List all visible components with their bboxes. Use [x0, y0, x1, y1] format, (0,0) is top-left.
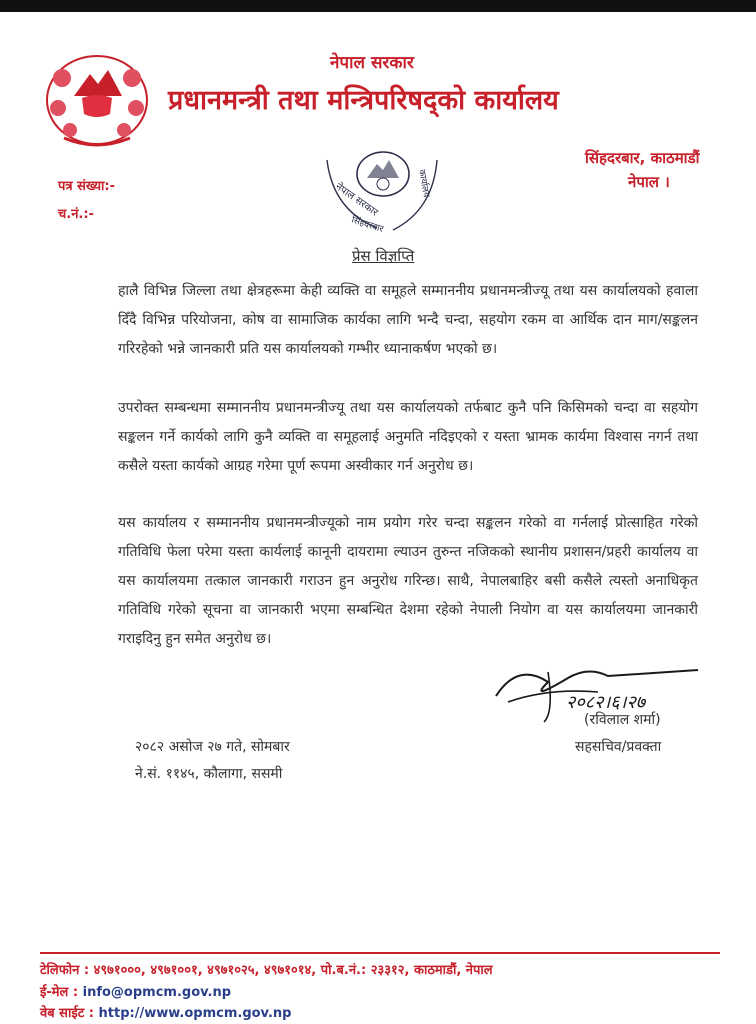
pobox-label: पो.ब.नं.: [320, 963, 367, 978]
svg-text:नेपाल सरकार: नेपाल सरकार [333, 181, 380, 219]
nepal-emblem-icon [42, 48, 152, 148]
handwritten-date: २०८२।६।२७ [566, 692, 646, 713]
footer-email [40, 982, 231, 1000]
email-label: ई-मेल : [40, 985, 79, 1000]
signatory-name: (रविलाल शर्मा) [584, 712, 661, 728]
paragraph-3: यस कार्यालय र सम्माननीय प्रधानमन्त्रीज्यूको नाम प्रयोग गरेर चन्दा सङ्कलन गरेको वा गर्नलाई प्रोत्साहित गरेको गतिविधि फेला परेमा यस्ता कार्यलाई कानूनी दायरामा ल्याउन तुरुन्त नजिकको स्थानीय प्रशासन/प्रहरी कार्यालय वा यस कार्यालयमा तत्काल जानकारी गराउन हुन अनुरोध गरिन्छ। साथै, नेपालबाहिर बसी कसैले त्यस्तो अनाधिकृत गतिविधि गरेको सूचना वा जानकारी भएमा सम्बन्धित देशमा रहेको नेपाली नियोग वा यस कार्यालयमा जानकारी गराइदिनु हुन समेत अनुरोध छ। [118, 515, 698, 647]
website-link[interactable]: http://www.opmcm.gov.np [98, 1006, 292, 1021]
phone-label: टेलिफोन : [40, 963, 90, 978]
footer-divider [40, 952, 720, 954]
paragraph-1: हालै विभिन्न जिल्ला तथा क्षेत्रहरूमा केही व्यक्ति वा समूहले सम्माननीय प्रधानमन्त्रीज्यू तथा यस कार्यालयको हवाला दिँदै विभिन्न परियोजना, कोष वा सामाजिक कार्यका लागि भन्दै चन्दा, सहयोग रकम वा आर्थिक दान माग/सङ्कलन गरिरहेको भन्ने जानकारी प्रति यस कार्यालयको गम्भीर ध्यानाकर्षण भएको छ। [118, 283, 698, 357]
date-line-2: ने.सं. ११४५, कौलागा, ससमी [135, 766, 283, 782]
svg-text:कार्यालय: कार्यालय [416, 168, 431, 199]
svg-text:सिंहदरबार: सिंहदरबार [350, 215, 385, 235]
address-line-1: सिंहदरबार, काठमाडौं [585, 149, 700, 167]
footer-phone [40, 960, 493, 978]
letter-number-label: पत्र संख्या:- [58, 179, 115, 194]
office-name: प्रधानमन्त्री तथा मन्त्रिपरिषद्को कार्यालय [168, 85, 559, 116]
office-stamp-icon [315, 130, 445, 238]
website-label: वेब साईट : [40, 1006, 94, 1021]
signatory-designation: सहसचिव/प्रवक्ता [575, 739, 662, 755]
top-bar [0, 0, 756, 12]
pobox-value: २३३१२, काठमाडौं, नेपाल [370, 963, 493, 978]
dispatch-number-label: च.नं.:- [58, 207, 94, 222]
phone-value: ४९७१०००, ४९७१००१, ४९७१०२५, ४९७१०१४, [93, 963, 317, 978]
address-line-2: नेपाल । [628, 173, 670, 191]
government-name: नेपाल सरकार [330, 53, 414, 73]
footer-website [40, 1003, 291, 1021]
email-link[interactable]: info@opmcm.gov.np [82, 985, 232, 1000]
document-title: प्रेस विज्ञप्ति [352, 247, 415, 265]
paragraph-2: उपरोक्त सम्बन्धमा सम्माननीय प्रधानमन्त्रीज्यू तथा यस कार्यालयको तर्फबाट कुनै पनि किसिमको चन्दा वा सहयोग सङ्कलन गर्ने कार्यको लागि कुनै व्यक्ति वा समूहलाई अनुमति नदिइएको र यस्ता भ्रामक कार्यमा विश्वास नगर्न तथा कसैले यस्ता कार्यको आग्रह गरेमा पूर्ण रूपमा अस्वीकार गर्न अनुरोध छ। [118, 400, 698, 474]
date-line-1: २०८२ असोज २७ गते, सोमबार [135, 739, 290, 755]
